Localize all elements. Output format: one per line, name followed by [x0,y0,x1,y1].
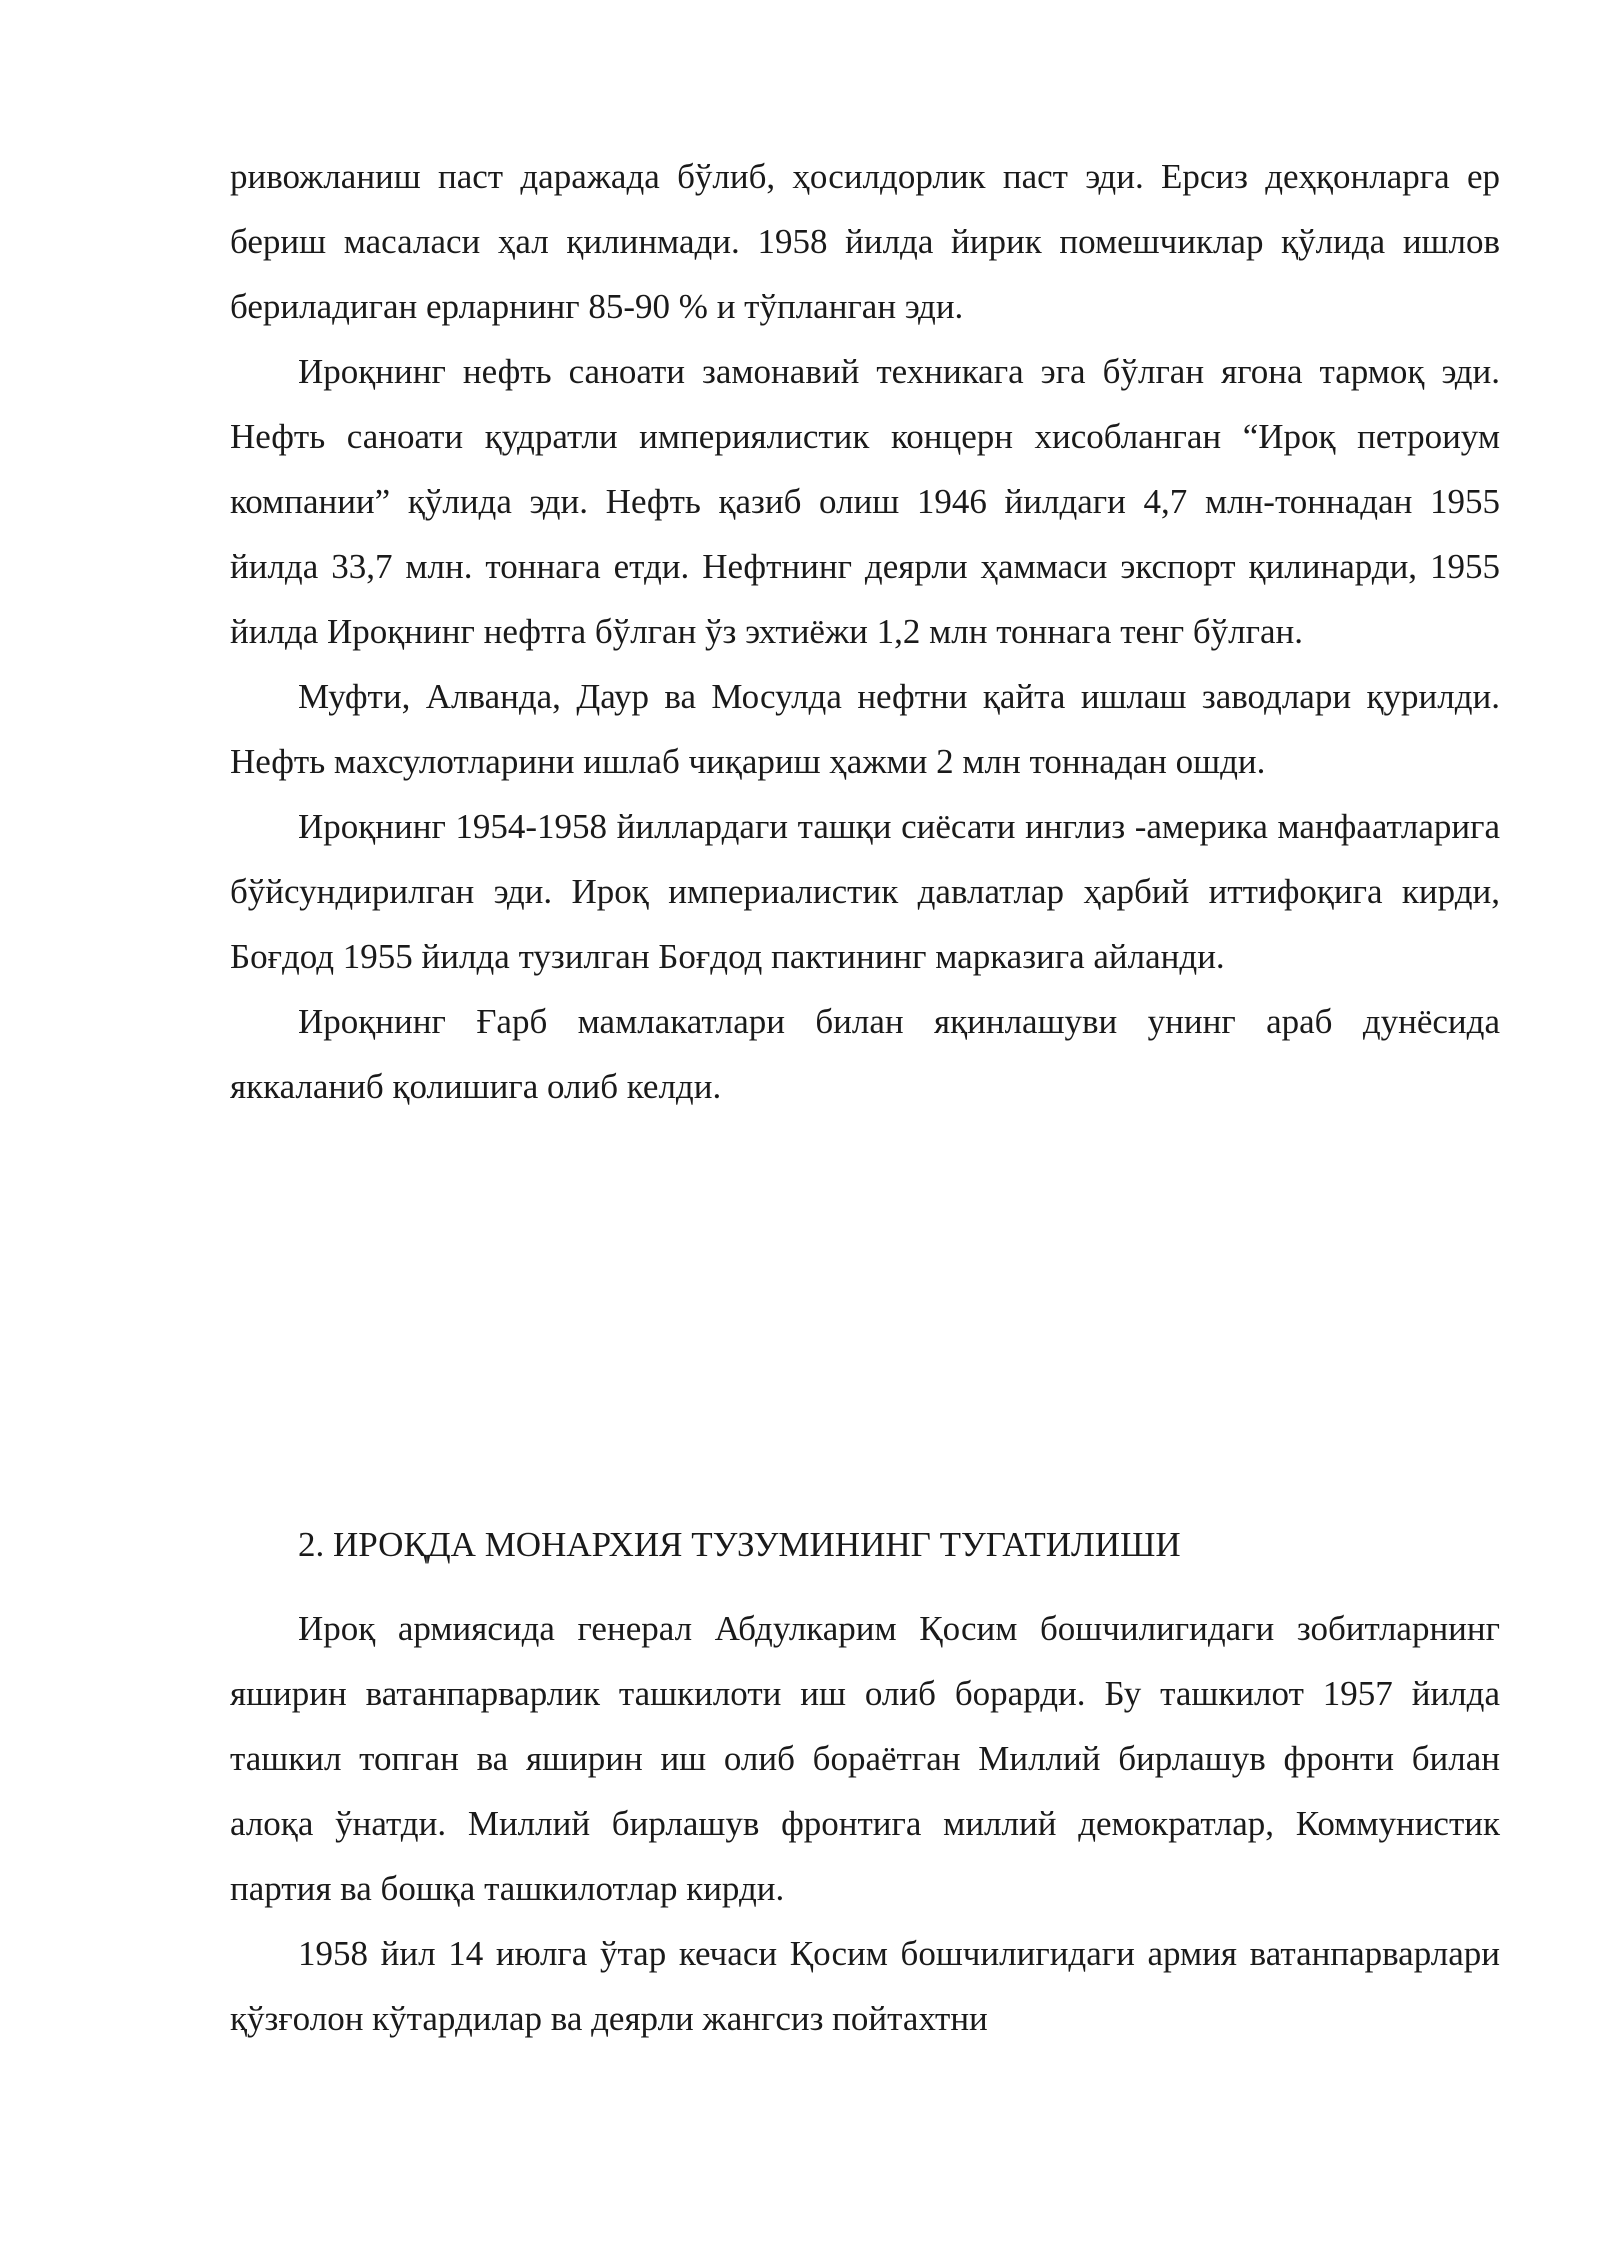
paragraph-foreign-policy: Ироқнинг 1954-1958 йиллардаги ташқи сиёсати инглиз -америка манфаатларига бўйсундирилган эди. Ироқ империалистик давлатлар ҳарбий иттифоқига кирди, Боғдод 1955 йилда тузилган Боғдод пактининг марказига айланди. [230,807,1500,976]
body-text-bottom [230,1596,1500,2051]
paragraph-uprising: 1958 йил 14 июлга ўтар кечаси Қосим бошчилигидаги армия ватанпарварлари қўзғолон кўтардилар ва деярли жангсиз пойтахтни [230,1934,1500,2038]
paragraph-refineries: Муфти, Алванда, Даур ва Мосулда нефтни қайта ишлаш заводлари қурилди. Нефть махсулотларини ишлаб чиқариш ҳажми 2 млн тоннадан ошди. [230,677,1500,781]
body-text-top [230,144,1500,1119]
section-heading: 2. ИРОҚДА МОНАРХИЯ ТУЗУМИНИНГ ТУГАТИЛИШИ [298,1525,1181,1564]
paragraph-isolation: Ироқнинг Ғарб мамлакатлари билан яқинлашуви унинг араб дунёсида яккаланиб қолишига олиб келди. [230,1002,1500,1106]
paragraph-agriculture: ривожланиш паст даражада бўлиб, ҳосилдорлик паст эди. Ерсиз деҳқонларга ер бериш масаласи ҳал қилинмади. 1958 йилда йирик помешчиклар қўлида ишлов бериладиган ерларнинг 85-90 % и тўпланган эди. [230,157,1500,326]
paragraph-oil-industry: Ироқнинг нефть саноати замонавий техникага эга бўлган ягона тармоқ эди. Нефть саноати қудратли империялистик концерн хисобланган “Ироқ петроиум компании” қўлида эди. Нефть қазиб олиш 1946 йилдаги 4,7 млн-тоннадан 1955 йилда 33,7 млн. тоннага етди. Нефтнинг деярли ҳаммаси экспорт қилинарди, 1955 йилда Ироқнинг нефтга бўлган ўз эхтиёжи 1,2 млн тоннага тенг бўлган. [230,352,1500,651]
paragraph-army-organization: Ироқ армиясида генерал Абдулкарим Қосим бошчилигидаги зобитларнинг яширин ватанпарварлик ташкилоти иш олиб борарди. Бу ташкилот 1957 йилда ташкил топган ва яширин иш олиб бораётган Миллий бирлашув фронти билан алоқа ўнатди. Миллий бирлашув фронтига миллий демократлар, Коммунистик партия ва бошқа ташкилотлар кирди. [230,1609,1500,1908]
